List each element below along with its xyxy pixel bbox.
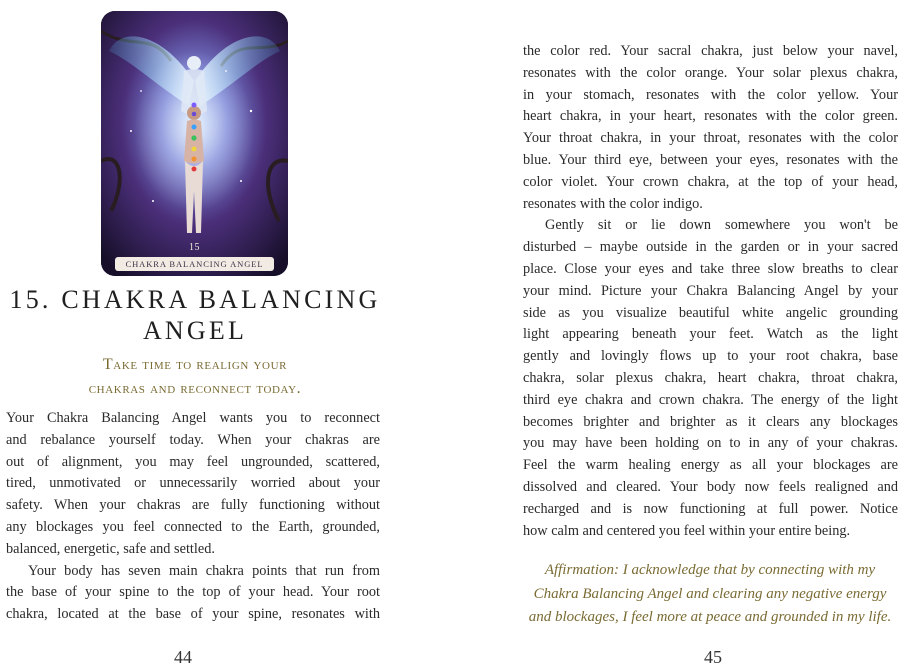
text-line: chakra, located at the base of your spine, resonates with bbox=[6, 606, 380, 623]
left-page bbox=[0, 0, 450, 672]
card-name-banner: CHAKRA BALANCING ANGEL bbox=[115, 257, 274, 271]
text-line: disturbed – maybe outside in the garden or in your sacred bbox=[523, 239, 898, 256]
text-line: Your Chakra Balancing Angel wants you to reconnect bbox=[6, 410, 380, 426]
text-line: balanced, energetic, safe and settled. bbox=[6, 540, 215, 557]
text-line: safety. When your chakras are fully functioning without bbox=[6, 497, 380, 514]
affirmation-line: and blockages, I feel more at peace and grounded in my life. bbox=[528, 609, 892, 625]
subtitle-line-1: Take time to realign your bbox=[102, 356, 288, 373]
title-line-1: 15. CHAKRA BALANCING bbox=[9, 285, 381, 314]
text-line: how calm and centered you feel within your entire being. bbox=[523, 522, 851, 539]
text-line: resonates with the color orange. Your solar plexus chakra, bbox=[523, 64, 898, 81]
text-line: and rebalance yourself today. When your chakras are bbox=[6, 431, 380, 448]
text-line: your mind. Picture your Chakra Balancing Angel by your bbox=[523, 282, 898, 299]
affirmation-line: Chakra Balancing Angel and clearing any negative energy bbox=[533, 585, 887, 602]
text-line: resonates with the color indigo. bbox=[523, 195, 703, 212]
text-line: the color red. Your sacral chakra, just below your navel, bbox=[523, 43, 898, 59]
left-body-text bbox=[6, 408, 380, 626]
affirmation bbox=[520, 559, 900, 630]
text-line: Feel the warm healing energy as all your blockages are bbox=[523, 457, 898, 474]
text-line: tired, unmotivated or unnecessarily worried about your bbox=[6, 475, 380, 492]
text-line: the base of your spine to the top of your head. Your root bbox=[6, 584, 380, 601]
text-line: Your throat chakra, in your throat, resonates with the color bbox=[523, 130, 898, 147]
text-line: third eye chakra and crown chakra. The energy of the light bbox=[523, 391, 898, 408]
text-line: heart chakra, in your heart, resonates with the color green. bbox=[523, 108, 898, 125]
text-line: light appearing beneath your feet. Watch as the light bbox=[523, 326, 898, 343]
text-line: Gently sit or lie down somewhere you won't be bbox=[545, 217, 898, 234]
page-number-right: 45 bbox=[704, 647, 722, 667]
text-line: side as you visualize beautiful white angelic grounding bbox=[523, 304, 898, 321]
page-title bbox=[0, 284, 390, 346]
text-line: in your stomach, resonates with the color yellow. Your bbox=[523, 86, 898, 103]
text-line: chakra, solar plexus chakra, heart chakra, throat chakra, bbox=[523, 369, 898, 386]
angel-card-image bbox=[101, 11, 288, 276]
text-line: recharged and is now functioning at full power. Notice bbox=[523, 500, 898, 517]
text-line: dissolved and cleared. Your body now feels realigned and bbox=[523, 478, 898, 495]
text-line: becomes brighter and brighter as it clears any blockages bbox=[523, 413, 898, 430]
text-line: blue. Your third eye, between your eyes, resonates with the bbox=[523, 151, 898, 168]
right-body-text bbox=[523, 41, 898, 542]
text-line: color violet. Your crown chakra, at the top of your head, bbox=[523, 173, 898, 190]
text-line: Your body has seven main chakra points that run from bbox=[28, 562, 380, 579]
right-page bbox=[450, 0, 901, 672]
subtitle bbox=[0, 353, 390, 401]
text-line: gently and lovingly flows up to your root chakra, base bbox=[523, 348, 898, 365]
affirmation-line: Affirmation: I acknowledge that by connecting with my bbox=[544, 562, 876, 578]
angel-illustration bbox=[101, 11, 288, 276]
text-line: any blockages you feel connected to the Earth, grounded, bbox=[6, 518, 380, 535]
text-line: you may have been holding on to in any of your chakras. bbox=[523, 435, 898, 452]
title-line-2: ANGEL bbox=[142, 316, 248, 345]
text-line: out of alignment, you may feel ungrounded, scattered, bbox=[6, 453, 380, 470]
text-line: place. Close your eyes and take three slow breaths to clear bbox=[523, 260, 898, 277]
page-number-left: 44 bbox=[174, 647, 192, 667]
subtitle-line-2: chakras and reconnect today. bbox=[88, 380, 302, 397]
card-number: 15 bbox=[189, 242, 200, 253]
